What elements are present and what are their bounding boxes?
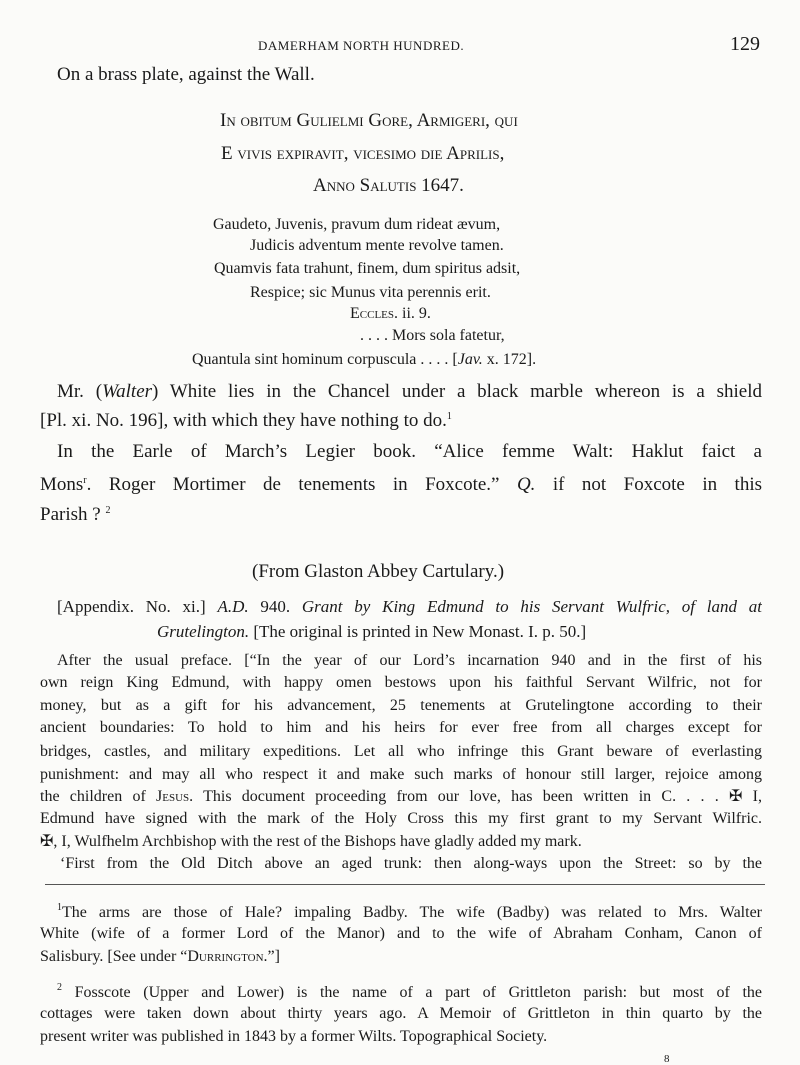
text-line [40,834,582,850]
note-reference: 1 [57,903,62,913]
text-segment: own reign King Edmund, with happy omen bestows upon his faithful Servant Wilfric, not for [40,675,762,691]
text-segment: Mr. ( [57,382,103,402]
text-segment: ) White lies in the Chancel under a black marble whereon is a shield [152,382,762,402]
text-segment: White (wife of a former Lord of the Manor) and to the wife of Abraham Conham, Canon of [40,926,762,942]
text-segment: 940. [248,598,302,616]
text-segment: the children of [40,789,157,805]
text-line [221,144,504,163]
text-segment: ‘First from the Old Ditch above an aged trunk: then along-ways upon the Street: so by the [60,856,762,872]
text-segment: Edmund have signed with the mark of the Holy Cross this my first grant to my Servant Wilfric. [40,811,762,827]
text-line [214,261,520,277]
text-segment: Grutelington. [157,622,250,641]
note-reference: 1 [446,411,452,422]
text-segment: Judicis adventum mente revolve tamen. [250,237,504,254]
text-segment: After the usual preface. [“In the year of our Lord’s incarnation 940 and in the first of his [57,653,762,669]
text-line [60,856,762,878]
text-segment: Mons [40,475,84,495]
text-line [157,623,586,640]
text-segment: A.D. [217,598,249,616]
text-line [57,653,762,675]
text-segment: Q. [516,475,536,495]
text-line [40,675,762,697]
footnote-line [40,926,762,948]
footnote-line [57,903,762,925]
text-segment: In the Earle of March’s Legier book. “Alice femme Walt: Haklut faict a [57,442,762,462]
text-line [57,598,762,620]
text-segment: ✠, I, Wulfhelm Archbishop with the rest of the Bishops have gladly added my mark. [40,833,582,850]
text-segment: Quamvis fata trahunt, finem, dum spiritus adsit, [214,260,521,277]
text-segment: ii. 9. [398,305,431,322]
text-segment: Grant by King Edmund to his Servant Wulfric, of land at [301,598,762,616]
text-segment: Eccles. [350,305,399,322]
text-line [57,65,315,84]
text-segment: if not Foxcote in this [535,475,762,495]
signature-mark: 8 [664,1053,670,1065]
footnote-line [40,1029,547,1045]
text-segment: E vivis expiravit, vicesimo die Aprilis, [221,143,505,164]
note-reference: 2 [105,505,111,516]
text-line [40,411,452,430]
text-line [250,285,491,301]
text-segment: Anno Salutis 1647. [313,175,464,196]
footnote-line [40,1006,762,1028]
text-line [40,767,762,789]
text-line [313,176,464,195]
footnote-rule [45,884,765,885]
text-line [57,442,762,464]
text-segment: Walter [102,382,153,402]
text-line [192,352,536,368]
text-segment: The arms are those of Hale? impaling Badby. The wife (Badby) was related to Mrs. Walter [62,904,762,921]
text-line [250,238,504,254]
text-line [360,328,505,344]
note-reference: 2 [57,983,62,993]
text-segment: cottages were taken down about thirty years ago. A Memoir of Grittleton in thin quarto by the [40,1006,762,1022]
text-segment: . . . . Mors sola fatetur, [360,327,505,344]
text-segment: Durrington [187,948,264,965]
text-segment: [The original is printed in New Monast. I. p. 50.] [249,622,587,641]
text-line [252,562,504,581]
text-segment: bridges, castles, and military expeditions. Let all who infringe this Grant beware of everlasting [40,744,762,760]
text-segment: On a brass plate, against the Wall. [57,64,315,85]
text-segment: Gaudeto, Juvenis, pravum dum rideat ævum, [213,216,501,233]
text-line [40,744,762,766]
text-segment: [Appendix. No. xi.] [57,598,218,616]
text-segment: Jav. [457,351,483,368]
text-line [40,789,762,811]
text-segment: Jesus [156,789,190,805]
text-line [213,217,500,233]
text-segment: present writer was published in 1843 by a former Wilts. Topographical Society. [40,1028,548,1045]
text-segment: [Pl. xi. No. 196], with which they have nothing to do. [40,410,447,431]
text-segment: Parish ? [40,504,106,525]
running-title: DAMERHAM NORTH HUNDRED. [258,38,465,53]
text-line [40,475,762,497]
text-segment: Salisbury. [See under “ [40,948,188,965]
text-line [40,720,762,742]
text-line [40,698,762,720]
text-segment: .”] [263,948,280,965]
text-segment: x. 172]. [482,351,537,368]
page-number: 129 [730,33,760,55]
text-segment: In obitum Gulielmi Gore, Armigeri, qui [220,110,518,131]
text-segment: ancient boundaries: To hold to him and his heirs for ever free from all charges except for [40,720,762,736]
text-line [40,505,110,524]
text-segment: Quantula sint hominum corpuscula . . . . [ [192,351,458,368]
text-segment: Fosscote (Upper and Lower) is the name of a part of Grittleton parish: but most of the [62,984,762,1001]
text-line [40,811,762,833]
text-segment: . Roger Mortimer de tenements in Foxcote.” [86,475,517,495]
footnote-line [57,983,762,1005]
text-segment: . This document proceeding from our love, has been written in C. . . . ✠ I, [189,789,762,805]
text-segment: Respice; sic Munus vita perennis erit. [250,284,491,301]
footnote-line [40,949,280,965]
text-line [220,111,518,130]
text-segment: punishment: and may all who respect it and make such marks of honour still larger, rejoice among [40,767,762,783]
note-reference: r [83,475,87,486]
text-segment: (From Glaston Abbey Cartulary.) [252,561,505,582]
text-segment: money, but as a gift for his advancement, 25 tenements at Grutelingtone according to their [40,698,762,714]
text-line [57,382,762,404]
text-line [350,306,431,322]
